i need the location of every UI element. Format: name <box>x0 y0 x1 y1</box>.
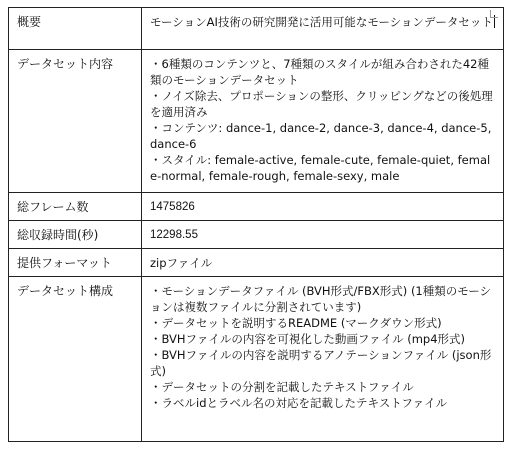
row-key-dataset-contents: データセット内容 <box>9 50 142 193</box>
row-value-total-time[interactable]: 12298.55 <box>142 221 504 249</box>
row-value-overview[interactable] <box>142 8 504 50</box>
row-value-format[interactable]: zipファイル <box>142 249 504 277</box>
row-key-total-frames: 総フレーム数 <box>9 193 142 221</box>
table-row <box>9 50 504 193</box>
overview-text: モーションAI技術の研究開発に活用可能なモーションデータセット <box>150 15 493 29</box>
table-row <box>9 193 504 221</box>
row-value-dataset-contents[interactable]: ・6種類のコンテンツと、7種類のスタイルが組み合わされた42種類のモーションデータセット ・ノイズ除去、プロポーションの整形、クリッピングなどの後処理を適用済み ・コンテンツ: dance-1, dance-2, dance-3, dance-4, dance-5, dance-6 ・スタイル: female-active, female-cute, female-quiet, female-normal, female-rough, female-sexy, male <box>142 50 504 193</box>
row-key-dataset-structure: データセット構成 <box>9 277 142 442</box>
table-row <box>9 8 504 50</box>
table-row <box>9 249 504 277</box>
row-key-total-time: 総収録時間(秒) <box>9 221 142 249</box>
table-row <box>9 277 504 442</box>
row-value-total-frames[interactable]: 1475826 <box>142 193 504 221</box>
row-key-overview: 概要 <box>9 8 142 50</box>
row-value-dataset-structure[interactable]: ・モーションデータファイル (BVH形式/FBX形式) (1種類のモーションは複数ファイルに分割されています) ・データセットを説明するREADME (マークダウン形式) ・BVHファイルの内容を可視化した動画ファイル (mp4形式) ・BVHファイルの内容を説明するアノテーションファイル (json形式) ・データセットの分割を記載したテキストファイル ・ラベルidとラベル名の対応を記載したテキストファイル <box>142 277 504 442</box>
cell-corner-handle-icon[interactable] <box>490 10 498 18</box>
row-key-format: 提供フォーマット <box>9 249 142 277</box>
dataset-spec-table <box>8 7 504 442</box>
table-row <box>9 221 504 249</box>
